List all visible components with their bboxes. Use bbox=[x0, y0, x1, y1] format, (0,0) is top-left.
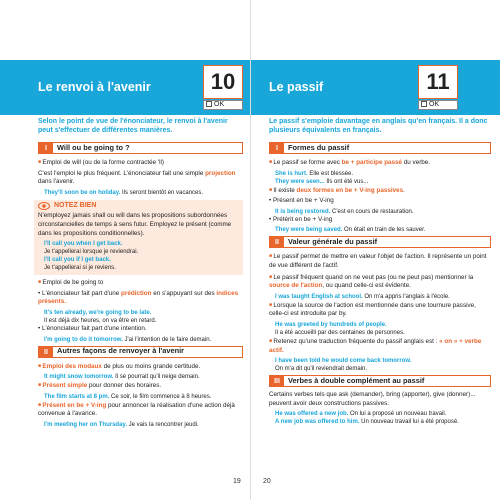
text: Retenez qu'une traduction fréquente du passif anglais est : bbox=[273, 337, 438, 345]
note-title: NOTEZ BIEN bbox=[54, 201, 97, 209]
text: Présent en be + V-ing bbox=[42, 401, 107, 409]
section-title: Will ou be going to ? bbox=[57, 142, 130, 152]
right-intro: Le passif s'emploie davantage en anglais qu'en français. Il a donc plusieurs équivalents en français. bbox=[269, 118, 488, 134]
text: , ou quand celle-ci est évidente. bbox=[322, 282, 411, 290]
example bbox=[269, 410, 491, 418]
example-en: He was greeted by hundreds of people. bbox=[275, 321, 387, 328]
example-fr: Ce soir, le film commence à 8 heures. bbox=[109, 393, 212, 400]
example-en: I was taught English at school. bbox=[275, 293, 363, 300]
left-page-title: Le renvoi à l'avenir bbox=[38, 80, 151, 94]
text: Le passif se forme avec bbox=[273, 159, 342, 166]
paragraph: • Prétérit en be + V-ing bbox=[269, 216, 491, 225]
example bbox=[269, 293, 491, 301]
section-header bbox=[269, 236, 491, 248]
example-en: They were seen... bbox=[275, 178, 325, 185]
example bbox=[269, 418, 491, 426]
example-en: It is being restored. bbox=[275, 208, 331, 215]
example-en: I'll call you when I get back. bbox=[44, 241, 123, 248]
example-en: It might snow tomorrow. bbox=[44, 374, 114, 381]
example-fr: Je t'appellerai si je reviens. bbox=[44, 265, 116, 272]
example-en: I'm meeting her on Thursday. bbox=[44, 421, 127, 428]
example-fr: Ils seront bientôt en vacances. bbox=[120, 189, 204, 196]
example-fr: J'ai l'intention de le faire demain. bbox=[122, 336, 212, 343]
example-en: I have been told he would come back tomorrow. bbox=[275, 358, 412, 365]
paragraph bbox=[38, 170, 243, 187]
example-fr: Elle est blessée. bbox=[307, 170, 354, 177]
section-header bbox=[38, 142, 243, 154]
example bbox=[38, 336, 243, 344]
example bbox=[38, 393, 243, 401]
example bbox=[38, 309, 243, 325]
note-text: N'employez jamais shall ou will dans les propositions subordonnées circonstancielles de temps à sens futur. Employez le présent (comme dans les propositions conditionnelles). bbox=[38, 212, 232, 237]
text: projection bbox=[205, 169, 236, 177]
example-en: It's ten already, we're going to be late. bbox=[44, 309, 152, 316]
example bbox=[38, 421, 243, 429]
checkbox-icon[interactable] bbox=[206, 101, 212, 107]
text: Le passif fréquent quand on ne veut pas (ou ne peut pas) mentionner la bbox=[273, 273, 474, 281]
example-fr: On lui a proposé un nouveau travail. bbox=[348, 411, 447, 418]
text: Emploi des modaux bbox=[42, 362, 102, 370]
text: « on » + verbe actif. bbox=[269, 337, 482, 354]
text: pour annoncer la réalisation d'une action déjà convenue à l'avance. bbox=[38, 401, 235, 418]
right-ok-checkbox[interactable] bbox=[418, 100, 458, 110]
section-header bbox=[38, 346, 243, 358]
example-en: A new job was offered to him. bbox=[275, 419, 360, 426]
left-content bbox=[38, 140, 243, 429]
example bbox=[269, 170, 491, 178]
example bbox=[269, 357, 491, 373]
right-page-title: Le passif bbox=[269, 80, 324, 94]
right-content bbox=[269, 140, 491, 426]
left-lesson-number: 10 bbox=[203, 65, 243, 99]
example bbox=[269, 321, 491, 337]
example-en: She is hurt. bbox=[275, 170, 308, 177]
page-number: 20 bbox=[263, 478, 271, 485]
example-fr: C'est en cours de restauration. bbox=[330, 208, 414, 215]
paragraph bbox=[269, 337, 491, 355]
text: dans l'avenir. bbox=[38, 178, 75, 186]
text: indices présents. bbox=[38, 289, 239, 306]
note-header bbox=[38, 202, 239, 211]
paragraph bbox=[38, 278, 243, 288]
text: source de l'action bbox=[269, 282, 323, 290]
paragraph: • Présent en be + V-ing bbox=[269, 197, 491, 206]
example-fr: Ils ont été vus... bbox=[324, 178, 369, 185]
example-en: They'll soon be on holiday. bbox=[44, 189, 121, 196]
section-header bbox=[269, 142, 491, 154]
section-number: III bbox=[270, 376, 284, 386]
ok-label: OK bbox=[214, 101, 225, 108]
example bbox=[269, 226, 491, 234]
note-box bbox=[34, 200, 243, 275]
right-header bbox=[251, 60, 500, 115]
example-en: I'm going to do it tomorrow. bbox=[44, 336, 123, 343]
text: de plus ou moins grande certitude. bbox=[101, 362, 201, 370]
paragraph bbox=[38, 381, 243, 391]
section-title: Autres façons de renvoyer à l'avenir bbox=[57, 346, 185, 356]
paragraph bbox=[269, 158, 491, 168]
text: L'énonciateur fait part d'une bbox=[41, 289, 122, 297]
left-intro: Selon le point de vue de l'énonciateur, le renvoi à l'avenir peut s'effectuer de différentes manières. bbox=[38, 118, 228, 134]
text: pour donner des horaires. bbox=[87, 382, 162, 390]
text: Présent simple bbox=[42, 382, 88, 390]
paragraph: Certains verbes tels que ask (demander), bring (apporter), give (donner)... peuvent avoir deux constructions passives. bbox=[269, 391, 476, 407]
right-page bbox=[250, 0, 500, 500]
section-number: I bbox=[270, 143, 284, 153]
eye-icon bbox=[38, 202, 50, 210]
paragraph bbox=[38, 290, 243, 307]
paragraph: ■ Lorsque la source de l'action est mentionnée dans une tournure passive, celle-ci est introduite par by. bbox=[269, 301, 491, 319]
example-fr: Un nouveau travail lui a été proposé. bbox=[359, 419, 459, 426]
example-fr: Il se pourrait qu'il neige demain. bbox=[113, 374, 200, 381]
example bbox=[269, 178, 491, 186]
section-number: II bbox=[39, 347, 53, 357]
page-number: 19 bbox=[233, 478, 241, 485]
example-fr: On m'a appris l'anglais à l'école. bbox=[362, 293, 450, 300]
example-en: He was offered a new job. bbox=[275, 411, 349, 418]
section-number: II bbox=[270, 237, 284, 247]
paragraph bbox=[38, 362, 243, 372]
section-title: Valeur générale du passif bbox=[288, 237, 378, 247]
section-number: I bbox=[39, 143, 53, 153]
example bbox=[38, 373, 243, 381]
text: Il existe bbox=[273, 186, 297, 194]
text: C'est l'emploi le plus fréquent. L'énonciateur fait une simple bbox=[38, 169, 206, 177]
example bbox=[38, 256, 239, 272]
paragraph: • L'énonciateur fait part d'une intention. bbox=[38, 325, 243, 334]
example-fr: Je t'appellerai lorsque je reviendrai. bbox=[44, 249, 139, 256]
text: Emploi de be going to bbox=[42, 279, 104, 287]
section-title: Verbes à double complément au passif bbox=[288, 375, 425, 385]
paragraph bbox=[38, 158, 243, 168]
paragraph bbox=[38, 401, 243, 419]
example-fr: Il est déjà dix heures, on va être en retard. bbox=[44, 317, 157, 324]
section-header bbox=[269, 375, 491, 387]
checkbox-icon[interactable] bbox=[421, 101, 427, 107]
example-en: They were being saved. bbox=[275, 227, 343, 234]
text: deux formes en be + V-ing passives bbox=[296, 186, 404, 194]
text: . bbox=[403, 186, 405, 194]
left-ok-checkbox[interactable] bbox=[203, 100, 243, 110]
example-en: The film starts at 8 pm. bbox=[44, 393, 110, 400]
example-fr: On m'a dit qu'il reviendrait demain. bbox=[275, 366, 368, 373]
example bbox=[269, 208, 491, 216]
text: en s'appuyant sur des bbox=[151, 289, 217, 297]
text: du verbe. bbox=[402, 159, 431, 166]
ok-label: OK bbox=[429, 101, 440, 108]
text: Emploi de will (ou de la forme contractée 'll) bbox=[42, 159, 165, 166]
paragraph: ■ Le passif permet de mettre en valeur l'objet de l'action. Il représente un point de vue différent de l'actif. bbox=[269, 252, 491, 270]
example-en: I'll call you if I get back. bbox=[44, 257, 111, 264]
text: prédiction bbox=[121, 289, 152, 297]
example-fr: On était en train de les sauver. bbox=[342, 227, 426, 234]
text: be + participe passé bbox=[341, 159, 403, 166]
example-fr: Il a été accueilli par des centaines de personnes. bbox=[275, 329, 405, 336]
paragraph bbox=[269, 273, 491, 291]
example bbox=[38, 240, 239, 256]
section-title: Formes du passif bbox=[288, 142, 350, 152]
right-lesson-number: 11 bbox=[418, 65, 458, 99]
example bbox=[38, 189, 243, 197]
example-fr: Je vais la rencontrer jeudi. bbox=[127, 421, 199, 428]
paragraph bbox=[269, 186, 491, 196]
